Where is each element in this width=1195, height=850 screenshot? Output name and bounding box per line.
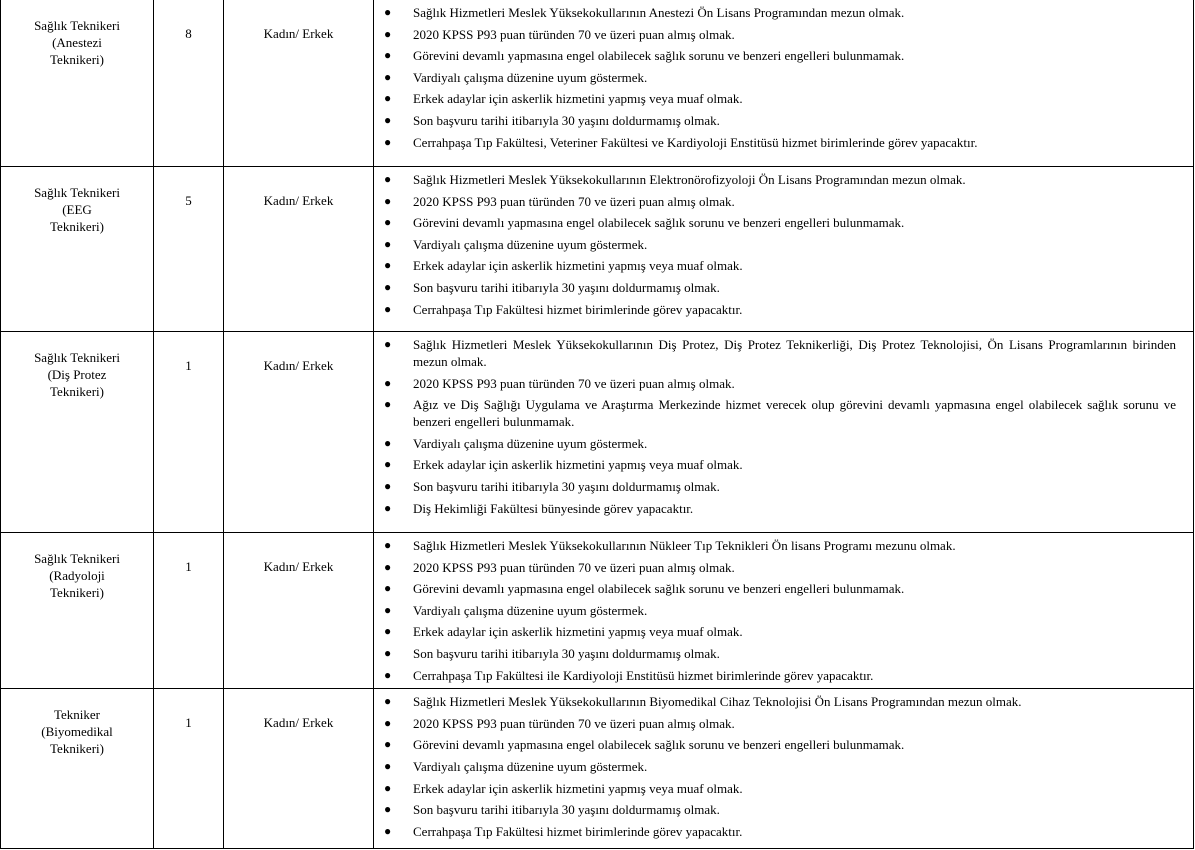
requirement-text: Cerrahpaşa Tıp Fakültesi, Veteriner Fakültesi ve Kardiyoloji Enstitüsü hizmet birimlerinde görev yapacaktır. [413,134,978,150]
requirement-item [374,171,1176,188]
requirement-text: Erkek adaylar için askerlik hizmetini yapmış veya muaf olmak. [413,91,743,107]
requirement-text: Cerrahpaşa Tıp Fakültesi hizmet birimlerinde görev yapacaktır. [413,301,743,317]
bullet-icon: ● [384,500,392,515]
bullet-icon: ● [384,112,392,127]
bullet-icon: ● [384,337,392,351]
requirement-item [374,69,1176,86]
requirement-item [374,301,1176,318]
bullet-icon: ● [384,397,392,412]
requirements-list [374,533,1193,684]
requirements-cell [374,533,1194,689]
position-title-cell [1,689,154,849]
requirement-item [374,780,1176,797]
position-title-cell [1,533,154,689]
bullet-icon: ● [384,435,392,450]
requirement-text: Vardiyalı çalışma düzenine uyum göstermek. [413,69,648,85]
position-title-line: Teknikeri) [50,384,104,399]
position-title-line: (Anestezi [52,35,102,50]
requirement-item [374,193,1176,210]
requirement-text: Vardiyalı çalışma düzenine uyum göstermek. [413,435,648,451]
requirement-text: Görevini devamlı yapmasına engel olabilecek sağlık sorunu ve benzeri engelleri bulunmamak. [413,48,905,64]
requirement-text: Son başvuru tarihi itibarıyla 30 yaşını doldurmamış olmak. [413,279,720,295]
requirements-list [374,167,1193,318]
requirement-item [374,47,1176,64]
position-title-line: Sağlık Teknikeri [34,185,120,200]
bullet-icon: ● [384,172,392,186]
requirement-text: Sağlık Hizmetleri Meslek Yüksekokullarının Elektronörofizyoloji Ön Lisans Programından mezun olmak. [413,172,966,187]
position-title-line: Tekniker [53,707,100,723]
requirement-text: Görevini devamlı yapmasına engel olabilecek sağlık sorunu ve benzeri engelleri bulunmamak. [413,215,905,231]
position-title-line: (Biyomedikal [41,724,113,740]
requirement-text: Cerrahpaşa Tıp Fakültesi ile Kardiyoloji Enstitüsü hizmet birimlerinde görev yapacaktır. [413,667,874,683]
bullet-icon: ● [384,193,392,208]
bullet-icon: ● [384,645,392,660]
requirements-cell [374,167,1194,332]
position-title-cell [1,332,154,533]
requirement-text: Son başvuru tarihi itibarıyla 30 yaşını doldurmamış olmak. [413,645,720,661]
requirement-text: Erkek adaylar için askerlik hizmetini yapmış veya muaf olmak. [413,457,743,473]
position-count-cell: 8 [154,0,224,167]
requirement-item [374,134,1176,151]
requirement-item [374,667,1176,684]
position-title-line: Sağlık Teknikeri [34,551,120,566]
table-row [1,167,1194,332]
bullet-icon: ● [384,48,392,63]
bullet-icon: ● [384,559,392,574]
requirement-text: Sağlık Hizmetleri Meslek Yüksekokullarının Nükleer Tıp Teknikleri Ön lisans Programı mezunu olmak. [413,538,956,553]
requirement-item [374,736,1176,753]
bullet-icon: ● [384,780,392,795]
requirement-text: Görevini devamlı yapmasına engel olabilecek sağlık sorunu ve benzeri engelleri bulunmamak. [413,581,905,597]
bullet-icon: ● [384,457,392,472]
requirement-item [374,396,1176,430]
bullet-icon: ● [384,758,392,773]
table-row [1,533,1194,689]
bullet-icon: ● [384,715,392,730]
requirement-item [374,559,1176,576]
bullet-icon: ● [384,737,392,752]
requirements-list [374,0,1193,151]
bullet-icon: ● [384,91,392,106]
requirement-item [374,236,1176,253]
requirement-item [374,580,1176,597]
requirement-text: Cerrahpaşa Tıp Fakültesi hizmet birimlerinde görev yapacaktır. [413,823,743,839]
bullet-icon: ● [384,694,392,709]
position-count-cell: 1 [154,689,224,849]
gender-cell: Kadın/ Erkek [224,332,374,533]
requirements-cell [374,689,1194,849]
requirement-item [374,537,1176,554]
bullet-icon: ● [384,301,392,316]
requirement-item [374,715,1176,732]
requirement-text: Son başvuru tarihi itibarıyla 30 yaşını doldurmamış olmak. [413,802,720,818]
bullet-icon: ● [384,134,392,149]
requirement-item [374,375,1176,392]
requirement-item [374,26,1176,43]
requirement-text: Diş Hekimliği Fakültesi bünyesinde görev yapacaktır. [413,500,694,516]
bullet-icon: ● [384,602,392,617]
requirement-item [374,214,1176,231]
requirement-text: 2020 KPSS P93 puan türünden 70 ve üzeri puan almış olmak. [413,26,735,42]
position-title-line: Teknikeri) [50,585,104,600]
requirement-item [374,112,1176,129]
position-title-cell [1,0,154,167]
requirement-item [374,645,1176,662]
bullet-icon: ● [384,478,392,493]
position-title-line: (Radyoloji [49,568,105,583]
requirement-item [374,823,1176,840]
bullet-icon: ● [384,236,392,251]
requirement-item [374,478,1176,495]
requirement-item [374,456,1176,473]
bullet-icon: ● [384,279,392,294]
requirements-list [374,332,1193,517]
requirement-text: 2020 KPSS P93 puan türünden 70 ve üzeri puan almış olmak. [413,715,735,731]
gender-cell: Kadın/ Erkek [224,533,374,689]
requirement-text: Ağız ve Diş Sağlığı Uygulama ve Araştırma Merkezinde hizmet verecek olup görevini devamlı yapmasına engel olabilecek sağlık sorunu ve benzeri engelleri bulunmamak. [413,397,1176,430]
requirement-text: 2020 KPSS P93 puan türünden 70 ve üzeri puan almış olmak. [413,559,735,575]
position-count-cell: 1 [154,332,224,533]
requirement-text: Erkek adaylar için askerlik hizmetini yapmış veya muaf olmak. [413,258,743,274]
position-title-line: (Diş Protez [47,367,107,382]
position-title-line: Teknikeri) [50,52,104,67]
table-row [1,332,1194,533]
bullet-icon: ● [384,581,392,596]
bullet-icon: ● [384,5,392,19]
requirement-item [374,758,1176,775]
requirement-text: Sağlık Hizmetleri Meslek Yüksekokullarının Biyomedikal Cihaz Teknolojisi Ön Lisans Programından mezun olmak. [413,694,1022,710]
requirement-text: Vardiyalı çalışma düzenine uyum göstermek. [413,602,648,618]
bullet-icon: ● [384,538,392,552]
requirement-item [374,257,1176,274]
bullet-icon: ● [384,667,392,682]
position-count-cell: 5 [154,167,224,332]
bullet-icon: ● [384,26,392,41]
requirement-item [374,801,1176,818]
bullet-icon: ● [384,375,392,390]
position-title-line: Teknikeri) [50,219,104,234]
bullet-icon: ● [384,802,392,817]
requirement-item [374,623,1176,640]
requirements-cell [374,0,1194,167]
table-body [1,0,1194,849]
gender-cell: Kadın/ Erkek [224,689,374,849]
position-count-cell: 1 [154,533,224,689]
requirement-item [374,500,1176,517]
requirement-text: Görevini devamlı yapmasına engel olabilecek sağlık sorunu ve benzeri engelleri bulunmamak. [413,737,905,753]
requirement-text: Erkek adaylar için askerlik hizmetini yapmış veya muaf olmak. [413,624,743,640]
bullet-icon: ● [384,69,392,84]
requirement-item [374,336,1176,370]
position-title-line: Sağlık Teknikeri [34,18,120,33]
requirement-text: Sağlık Hizmetleri Meslek Yüksekokullarının Anestezi Ön Lisans Programından mezun olmak. [413,5,905,20]
bullet-icon: ● [384,624,392,639]
bullet-icon: ● [384,823,392,838]
requirement-text: 2020 KPSS P93 puan türünden 70 ve üzeri puan almış olmak. [413,375,735,391]
requirement-item [374,4,1176,21]
requirement-text: Vardiyalı çalışma düzenine uyum göstermek. [413,236,648,252]
requirement-text: Erkek adaylar için askerlik hizmetini yapmış veya muaf olmak. [413,780,743,796]
position-title-line: Teknikeri) [50,741,104,757]
requirement-text: Son başvuru tarihi itibarıyla 30 yaşını doldurmamış olmak. [413,478,720,494]
requirement-item [374,279,1176,296]
requirement-item [374,602,1176,619]
requirement-item [374,435,1176,452]
gender-cell: Kadın/ Erkek [224,0,374,167]
requirement-item [374,693,1176,710]
table-row [1,689,1194,849]
requirements-list [374,689,1193,840]
requirement-text: Sağlık Hizmetleri Meslek Yüksekokullarının Diş Protez, Diş Protez Teknikerliği, Diş Protez Teknolojisi, Ön Lisans Programlarının birinden mezun olmak. [413,337,1176,369]
requirement-text: 2020 KPSS P93 puan türünden 70 ve üzeri puan almış olmak. [413,193,735,209]
position-title-cell [1,167,154,332]
requirement-text: Vardiyalı çalışma düzenine uyum göstermek. [413,758,648,774]
gender-cell: Kadın/ Erkek [224,167,374,332]
position-title-line: Sağlık Teknikeri [34,350,120,365]
position-title-line: (EEG [62,202,92,217]
table-row [1,0,1194,167]
bullet-icon: ● [384,258,392,273]
requirement-text: Son başvuru tarihi itibarıyla 30 yaşını doldurmamış olmak. [413,112,720,128]
requirements-cell [374,332,1194,533]
requirement-item [374,90,1176,107]
bullet-icon: ● [384,215,392,230]
